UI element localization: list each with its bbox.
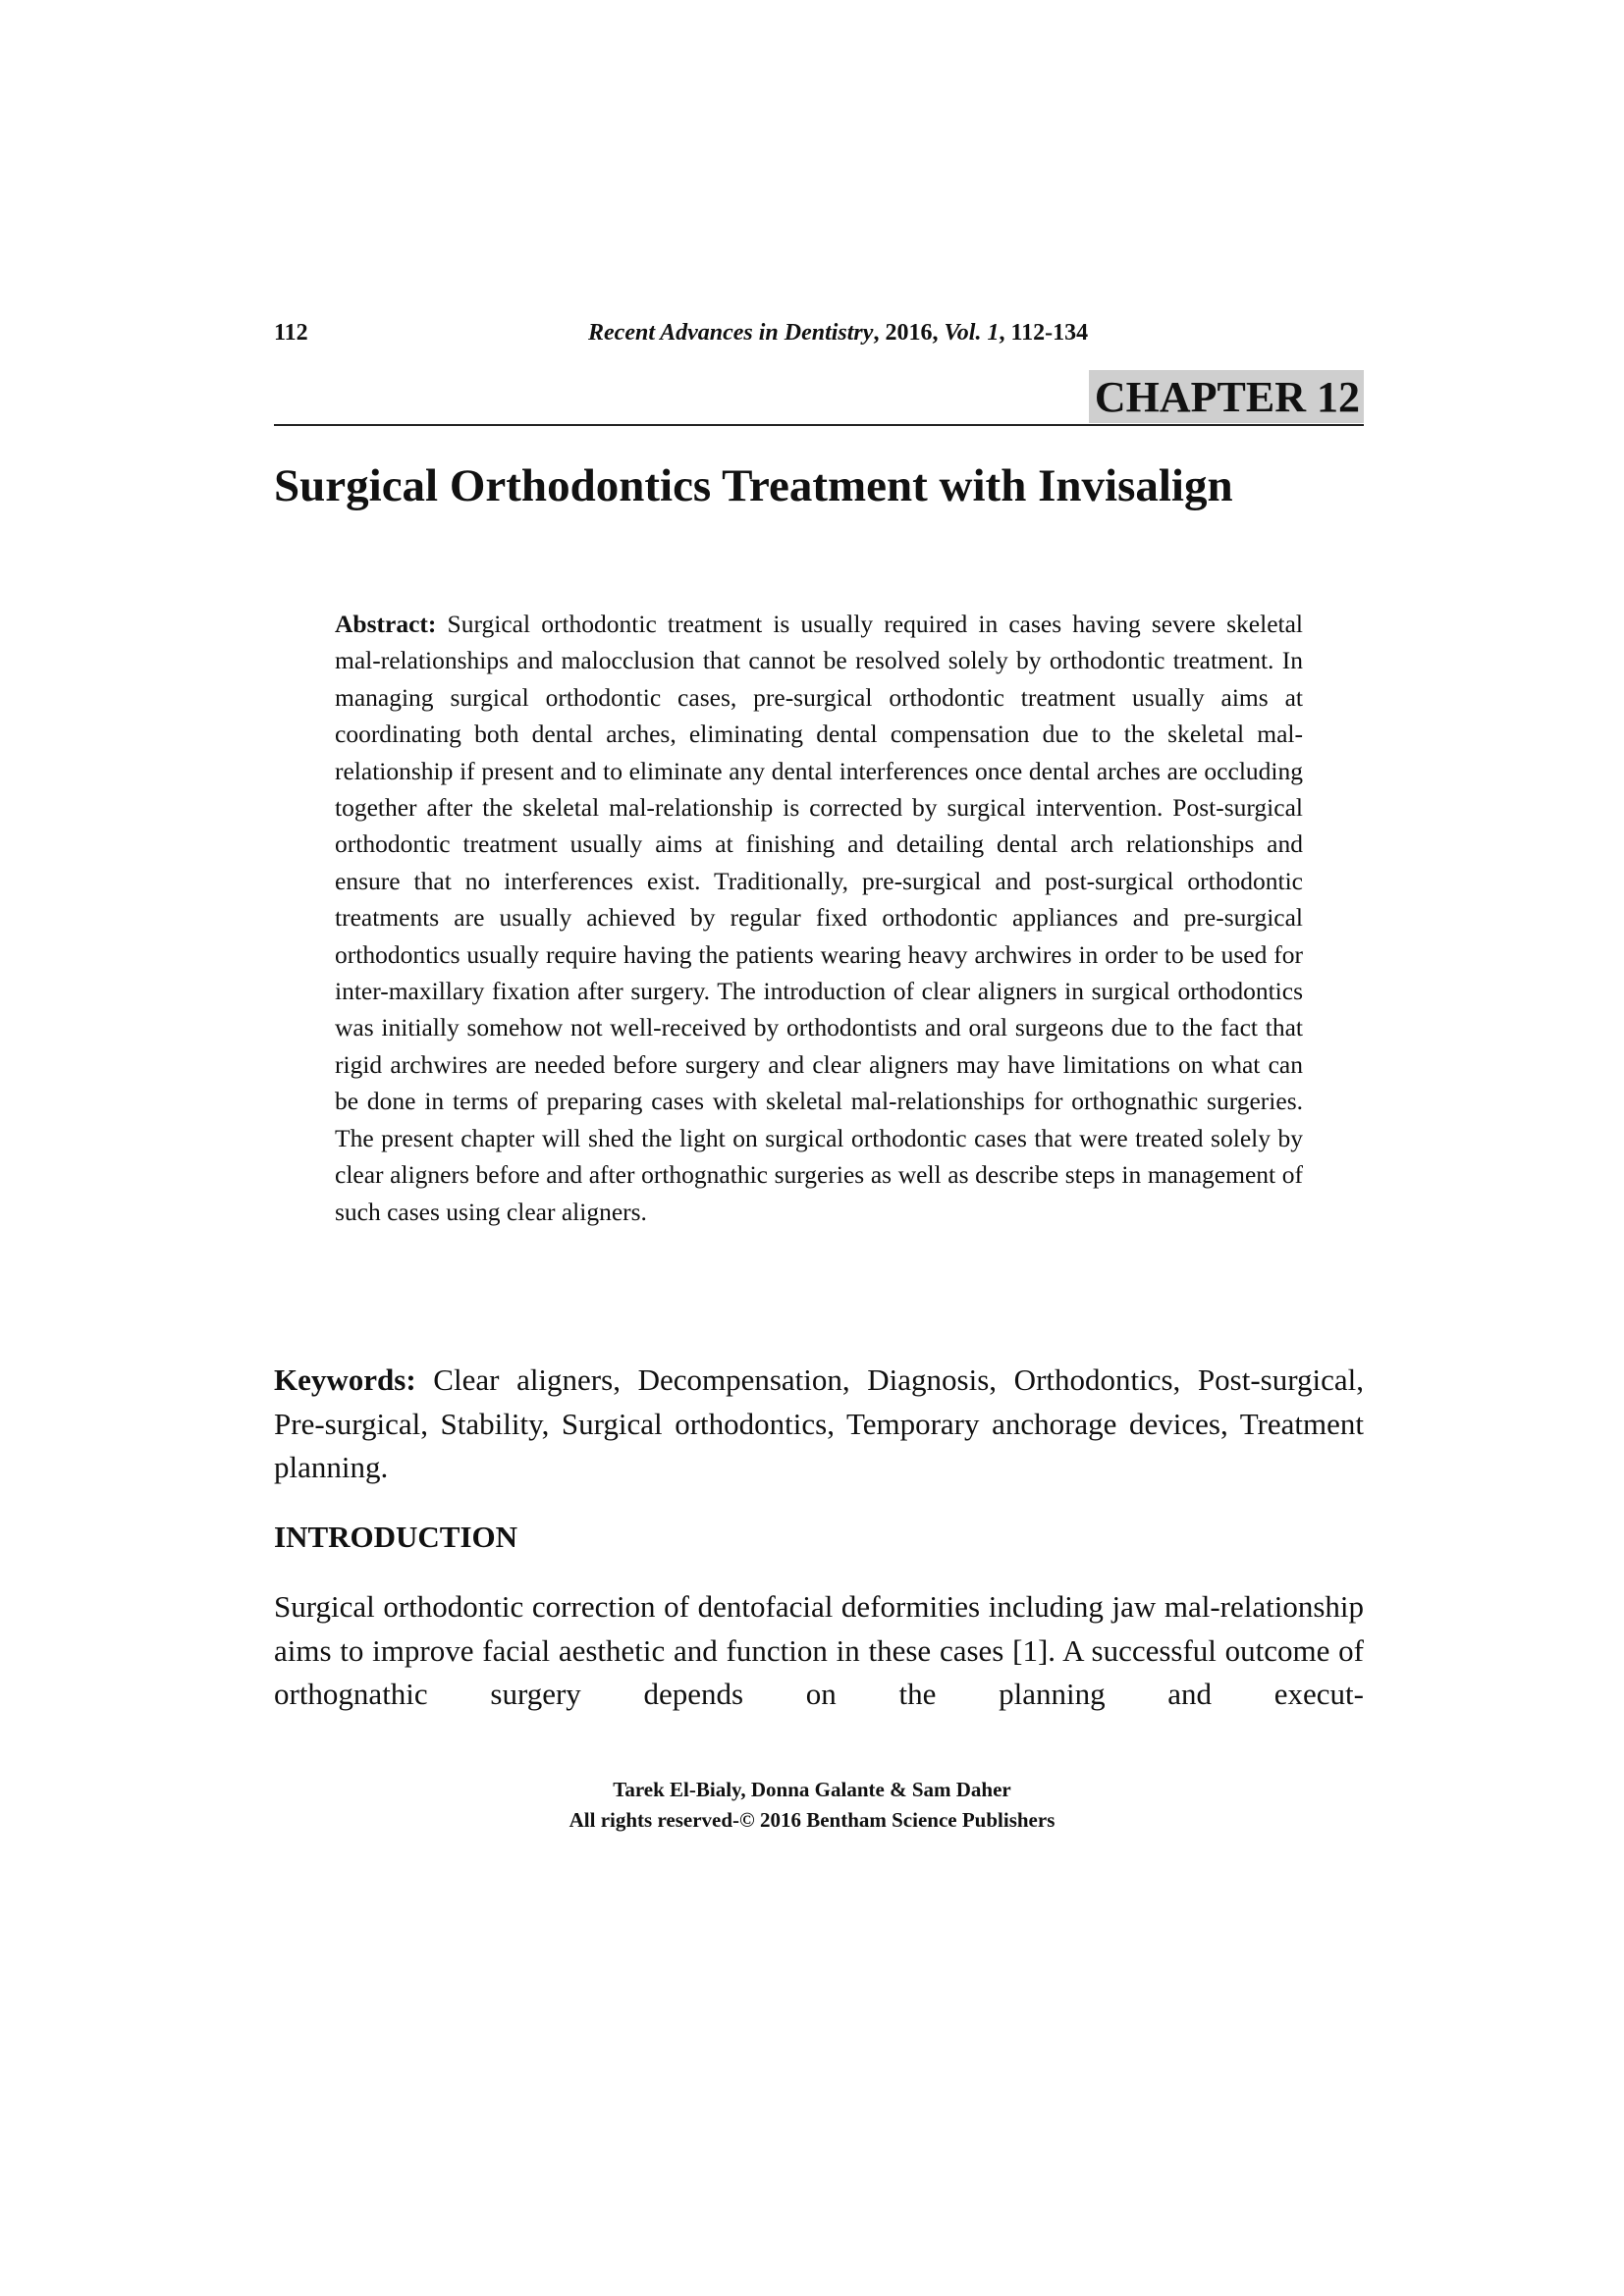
journal-reference [588,320,1088,347]
introduction-paragraph: Surgical orthodontic correction of dentofacial deformities including jaw mal-relationship aims to improve facial aesthetic and function in these cases [1]. A successful outcome of orthognathic surgery depends on the planning and execut- [274,1589,1364,1711]
journal-title: Recent Advances in Dentistry [588,320,874,346]
abstract-label: Abstract: [335,610,437,638]
keywords-label: Keywords: [274,1362,416,1397]
introduction-heading: INTRODUCTION [274,1520,518,1554]
header-rule [274,424,1364,426]
keywords [274,1359,1364,1490]
footer-authors: Tarek El-Bialy, Donna Galante & Sam Daher [613,1778,1011,1801]
running-header [274,320,1364,355]
page-number: 112 [274,320,308,346]
keywords-text: Clear aligners, Decompensation, Diagnosis, Orthodontics, Post-surgical, Pre-surgical, Stability, Surgical orthodontics, Temporary anchorage devices, Treatment planning. [274,1362,1364,1484]
journal-pages: , 112-134 [999,320,1089,346]
abstract-text: Surgical orthodontic treatment is usually required in cases having severe skeletal mal-relationships and malocclusion that cannot be resolved solely by orthodontic treatment. In managing surgical orthodontic cases, pre-surgical orthodontic treatment usually aims at coordinating both dental arches, eliminating dental compensation due to the skeletal mal-relationship if present and to eliminate any dental interferences once dental arches are occluding together after the skeletal mal-relationship is corrected by surgical intervention. Post-surgical orthodontic treatment usually aims at finishing and detailing dental arch relationships and ensure that no interferences exist. Traditionally, pre-surgical and post-surgical orthodontic treatments are usually achieved by regular fixed orthodontic appliances and pre-surgical orthodontics usually require having the patients wearing heavy archwires in order to be used for inter-maxillary fixation after surgery. The introduction of clear aligners in surgical orthodontics was initially somehow not well-received by orthodontists and oral surgeons due to the fact that rigid archwires are needed before surgery and clear aligners may have limitations on what can be done in terms of preparing cases with skeletal mal-relationships for orthognathic surgeries. The present chapter will shed the light on surgical orthodontic cases that were treated solely by clear aligners before and after orthognathic surgeries as well as describe steps in management of such cases using clear aligners. [335,610,1303,1226]
chapter-title: Surgical Orthodontics Treatment with Invisalign [274,460,1233,511]
chapter-label: CHAPTER 12 [1089,370,1364,423]
abstract [335,606,1303,1230]
footer-rights: All rights reserved-© 2016 Bentham Science Publishers [568,1808,1056,1832]
journal-year: , 2016, [873,320,945,346]
page-footer [0,1775,1624,1836]
journal-volume: Vol. 1 [944,320,1000,346]
